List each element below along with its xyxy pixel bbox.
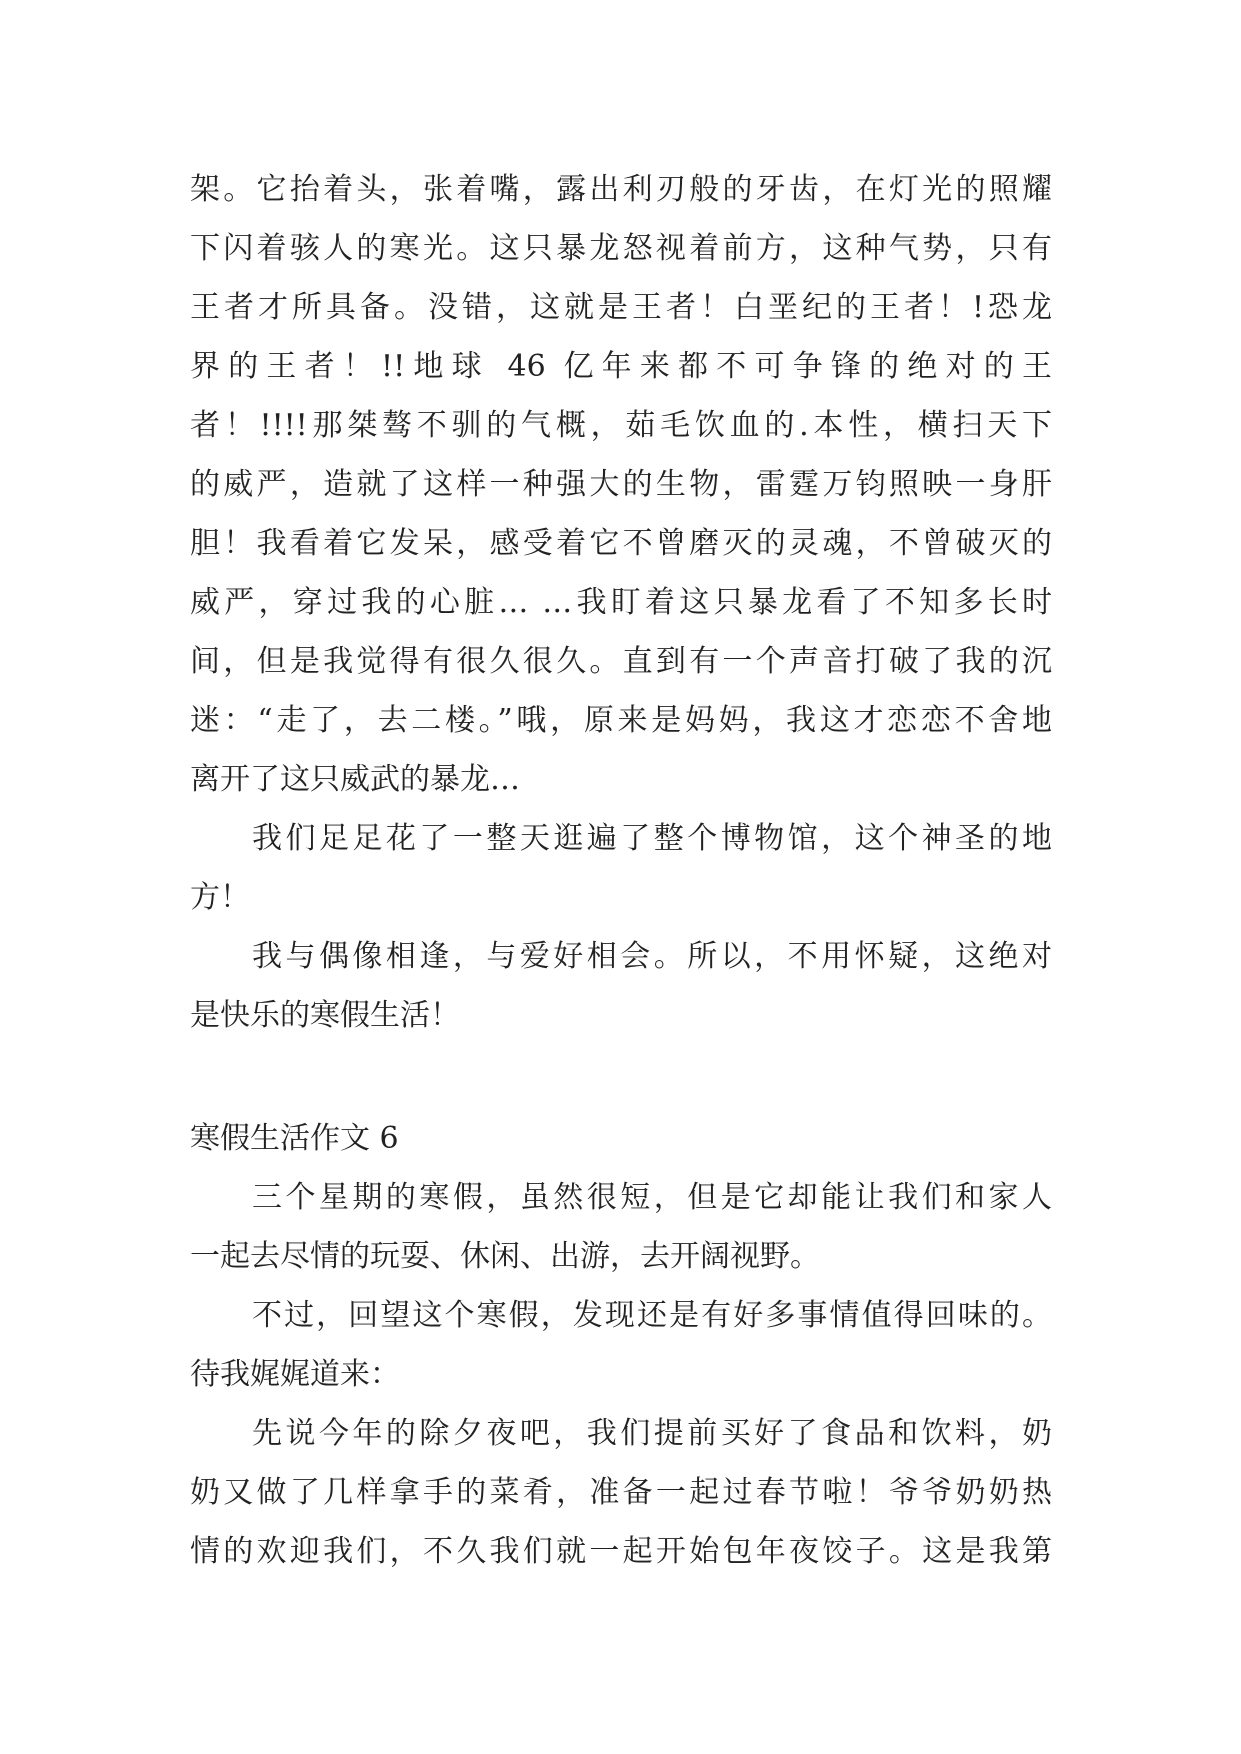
- paragraph-intro: [190, 1168, 1052, 1286]
- text-line: 界的王者！!!地球 46 亿年来都不可争锋的绝对的王: [190, 349, 1052, 384]
- text-line: 奶又做了几样拿手的菜肴，准备一起过春节啦！爷爷奶奶热: [190, 1475, 1052, 1510]
- text-line: 王者才所具备。没错，这就是王者！白垩纪的王者！!恐龙: [190, 290, 1052, 325]
- text-line: 是快乐的寒假生活！: [190, 998, 460, 1033]
- text-line: 一起去尽情的玩耍、休闲、出游，去开阔视野。: [190, 1239, 820, 1274]
- text-line: 架。它抬着头，张着嘴，露出利刃般的牙齿，在灯光的照耀: [190, 172, 1052, 207]
- text-line: 胆！我看着它发呆，感受着它不曾磨灭的灵魂，不曾破灭的: [190, 526, 1052, 561]
- text-line: 待我娓娓道来：: [190, 1357, 400, 1392]
- paragraph-new-year: [190, 1404, 1052, 1581]
- text-line: 情的欢迎我们，不久我们就一起开始包年夜饺子。这是我第: [190, 1534, 1052, 1569]
- text-line: 间，但是我觉得有很久很久。直到有一个声音打破了我的沉: [190, 644, 1052, 679]
- text-line: 我们足足花了一整天逛遍了整个博物馆，这个神圣的地: [252, 821, 1052, 856]
- section-gap: [190, 1045, 1052, 1109]
- text-line: 方！: [190, 880, 250, 915]
- text-line: 我与偶像相逢，与爱好相会。所以，不用怀疑，这绝对: [252, 939, 1052, 974]
- text-line: 下闪着骇人的寒光。这只暴龙怒视着前方，这种气势，只有: [190, 231, 1052, 266]
- text-line: 威严，穿过我的心脏… …我盯着这只暴龙看了不知多长时: [190, 585, 1052, 620]
- section-title: 寒假生活作文 6: [190, 1121, 399, 1156]
- text-line: 迷：“走了，去二楼。”哦，原来是妈妈，我这才恋恋不舍地: [190, 703, 1052, 738]
- text-line: 者！!!!!那桀骜不驯的气概，茹毛饮血的.本性，横扫天下: [190, 408, 1052, 443]
- paragraph-dinosaur: [190, 160, 1052, 809]
- text-line: 不过，回望这个寒假，发现还是有好多事情值得回味的。: [252, 1298, 1052, 1333]
- paragraph-review: [190, 1286, 1052, 1404]
- text-line: 先说今年的除夕夜吧，我们提前买好了食品和饮料，奶: [252, 1416, 1052, 1451]
- document-page: [190, 160, 1052, 1581]
- text-line: 的威严，造就了这样一种强大的生物，雷霆万钧照映一身肝: [190, 467, 1052, 502]
- text-line: 三个星期的寒假，虽然很短，但是它却能让我们和家人: [252, 1180, 1052, 1215]
- paragraph-museum: [190, 809, 1052, 927]
- paragraph-idol: [190, 927, 1052, 1045]
- text-line: 离开了这只威武的暴龙…: [190, 762, 520, 797]
